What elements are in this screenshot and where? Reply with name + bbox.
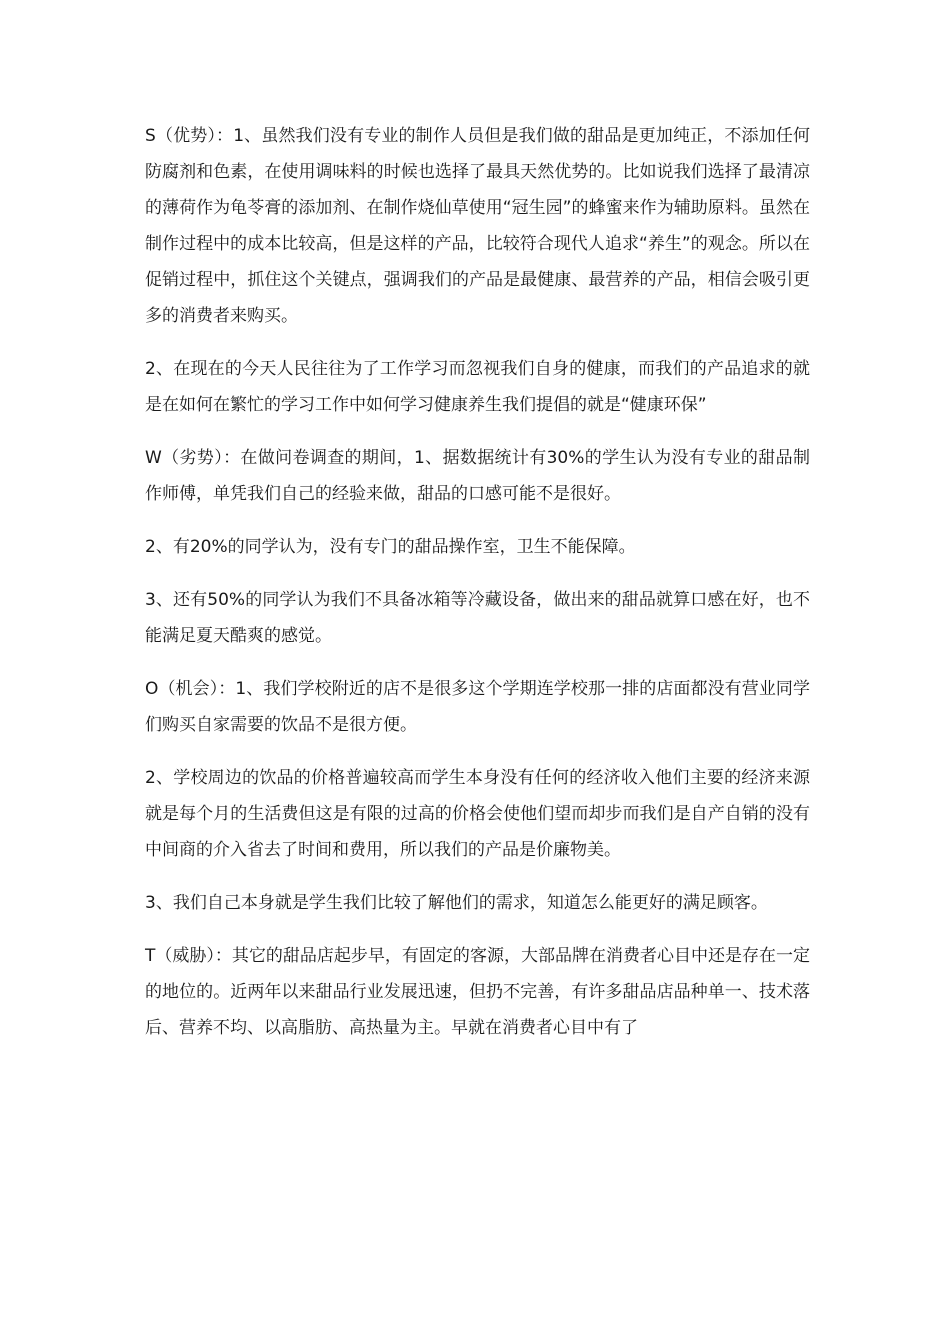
paragraph-strengths-2: 2、在现在的今天人民往往为了工作学习而忽视我们自身的健康，而我们的产品追求的就是在如何在繁忙的学习工作中如何学习健康养生我们提倡的就是“健康环保” [145, 359, 810, 415]
paragraph-threats-1: T（威胁）：其它的甜品店起步早，有固定的客源，大部品牌在消费者心目中还是存在一定的地位的。近两年以来甜品行业发展迅速，但扔不完善，有许多甜品店品种单一、技术落后、营养不均、以高脂肪、高热量为主。早就在消费者心目中有了 [145, 946, 810, 1038]
paragraph-weaknesses-3: 3、还有50%的同学认为我们不具备冰箱等冷藏设备，做出来的甜品就算口感在好，也不能满足夏天酷爽的感觉。 [145, 590, 810, 646]
paragraph-strengths-1: S（优势）：1、虽然我们没有专业的制作人员但是我们做的甜品是更加纯正，不添加任何防腐剂和色素，在使用调味料的时候也选择了最具天然优势的。比如说我们选择了最清凉的薄荷作为龟苓膏的添加剂、在制作烧仙草使用“冠生园”的蜂蜜来作为辅助原料。虽然在制作过程中的成本比较高，但是这样的产品，比较符合现代人追求“养生”的观念。所以在促销过程中，抓住这个关键点，强调我们的产品是最健康、最营养的产品，相信会吸引更多的消费者来购买。 [145, 126, 810, 326]
paragraph-weaknesses-2: 2、有20%的同学认为，没有专门的甜品操作室，卫生不能保障。 [145, 537, 636, 557]
document-page [145, 118, 810, 1063]
paragraph-opportunities-3: 3、我们自己本身就是学生我们比较了解他们的需求，知道怎么能更好的满足顾客。 [145, 893, 768, 913]
paragraph-opportunities-2: 2、学校周边的饮品的价格普遍较高而学生本身没有任何的经济收入他们主要的经济来源就是每个月的生活费但这是有限的过高的价格会使他们望而却步而我们是自产自销的没有中间商的介入省去了时间和费用，所以我们的产品是价廉物美。 [145, 768, 810, 860]
paragraph-weaknesses-1: W（劣势）：在做问卷调查的期间，1、据数据统计有30%的学生认为没有专业的甜品制作师傅，单凭我们自己的经验来做，甜品的口感可能不是很好。 [145, 448, 810, 504]
paragraph-opportunities-1: O（机会）：1、我们学校附近的店不是很多这个学期连学校那一排的店面都没有营业同学们购买自家需要的饮品不是很方便。 [145, 679, 810, 735]
